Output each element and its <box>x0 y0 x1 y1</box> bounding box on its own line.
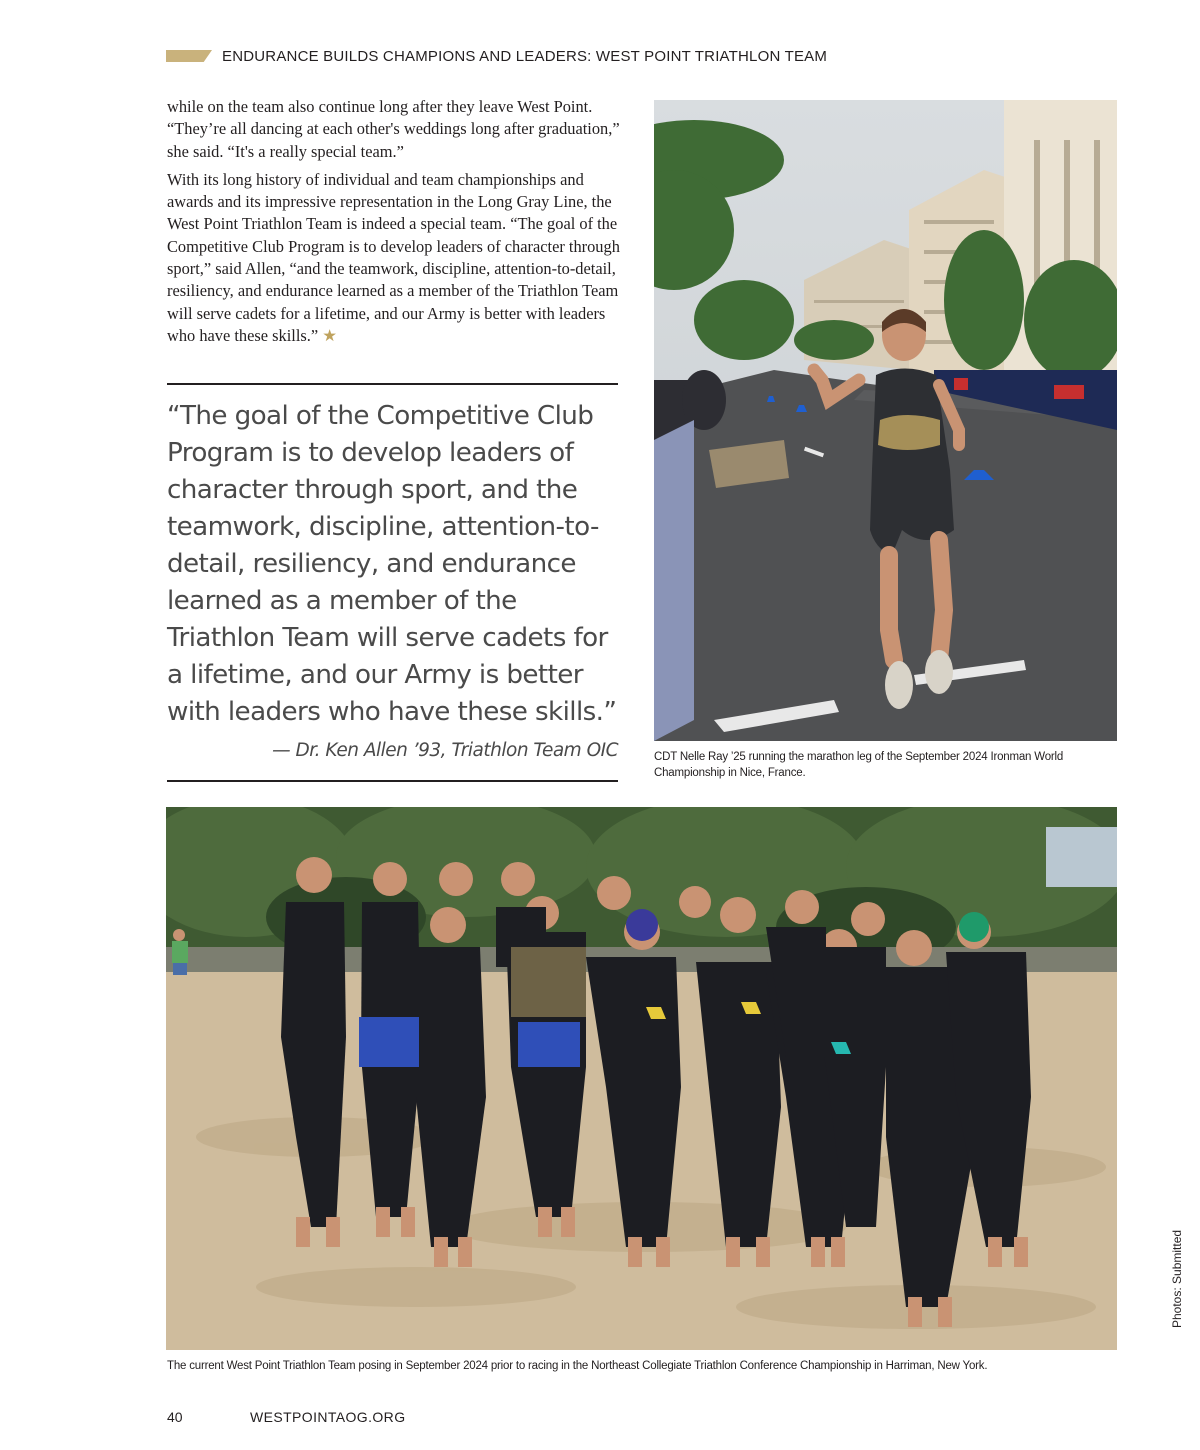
end-star-icon: ★ <box>322 325 337 345</box>
photo-credit: Photos: Submitted <box>1170 1229 1184 1328</box>
article-paragraph: while on the team also continue long after they leave West Point. “They’re all dancing at each other's weddings long after graduation,” she said. “It's a really special team.” <box>167 97 620 161</box>
header-title: ENDURANCE BUILDS CHAMPIONS AND LEADERS: WEST POINT TRIATHLON TEAM <box>222 47 828 65</box>
article-paragraph-text: With its long history of individual and team championships and awards and its impressive representation in the Long Gray Line, the West Point Triathlon Team is indeed a special team. “The goal of the Competitive Club Program is to develop leaders of character through sport,” said Allen, “and the teamwork, discipline, attention-to-detail, resiliency, and endurance learned as a member of the Triathlon Team will serve cadets for a lifetime, and our Army is better with leaders who have these skills.” <box>167 169 620 345</box>
runner-photo <box>654 100 1117 741</box>
pull-quote: “The goal of the Competitive Club Program is to develop leaders of character through sport, and the teamwork, discipline, attention-to-detail, resiliency, and endurance learned as a member of the Triathlon Team will serve cadets for a lifetime, and our Army is better with leaders who have these skills.” <box>167 401 617 727</box>
pull-quote-bottom-rule <box>167 780 618 782</box>
team-photo <box>166 807 1117 1350</box>
article-body <box>167 96 629 353</box>
team-photo-caption: The current West Point Triathlon Team posing in September 2024 prior to racing in the Northeast Collegiate Triathlon Conference Championship in Harriman, New York. <box>167 1360 988 1372</box>
pull-quote-top-rule <box>167 383 618 385</box>
header-accent-bar <box>166 50 212 62</box>
runner-photo-caption: CDT Nelle Ray ’25 running the marathon leg of the September 2024 Ironman World Championship in Nice, France. <box>654 751 1064 779</box>
page-number: 40 <box>167 1409 183 1425</box>
pull-quote-attribution: — Dr. Ken Allen ’93, Triathlon Team OIC <box>272 740 618 761</box>
article-paragraph <box>167 169 629 347</box>
running-header <box>166 46 827 66</box>
footer-site-link[interactable]: WESTPOINTAOG.ORG <box>250 1409 406 1425</box>
